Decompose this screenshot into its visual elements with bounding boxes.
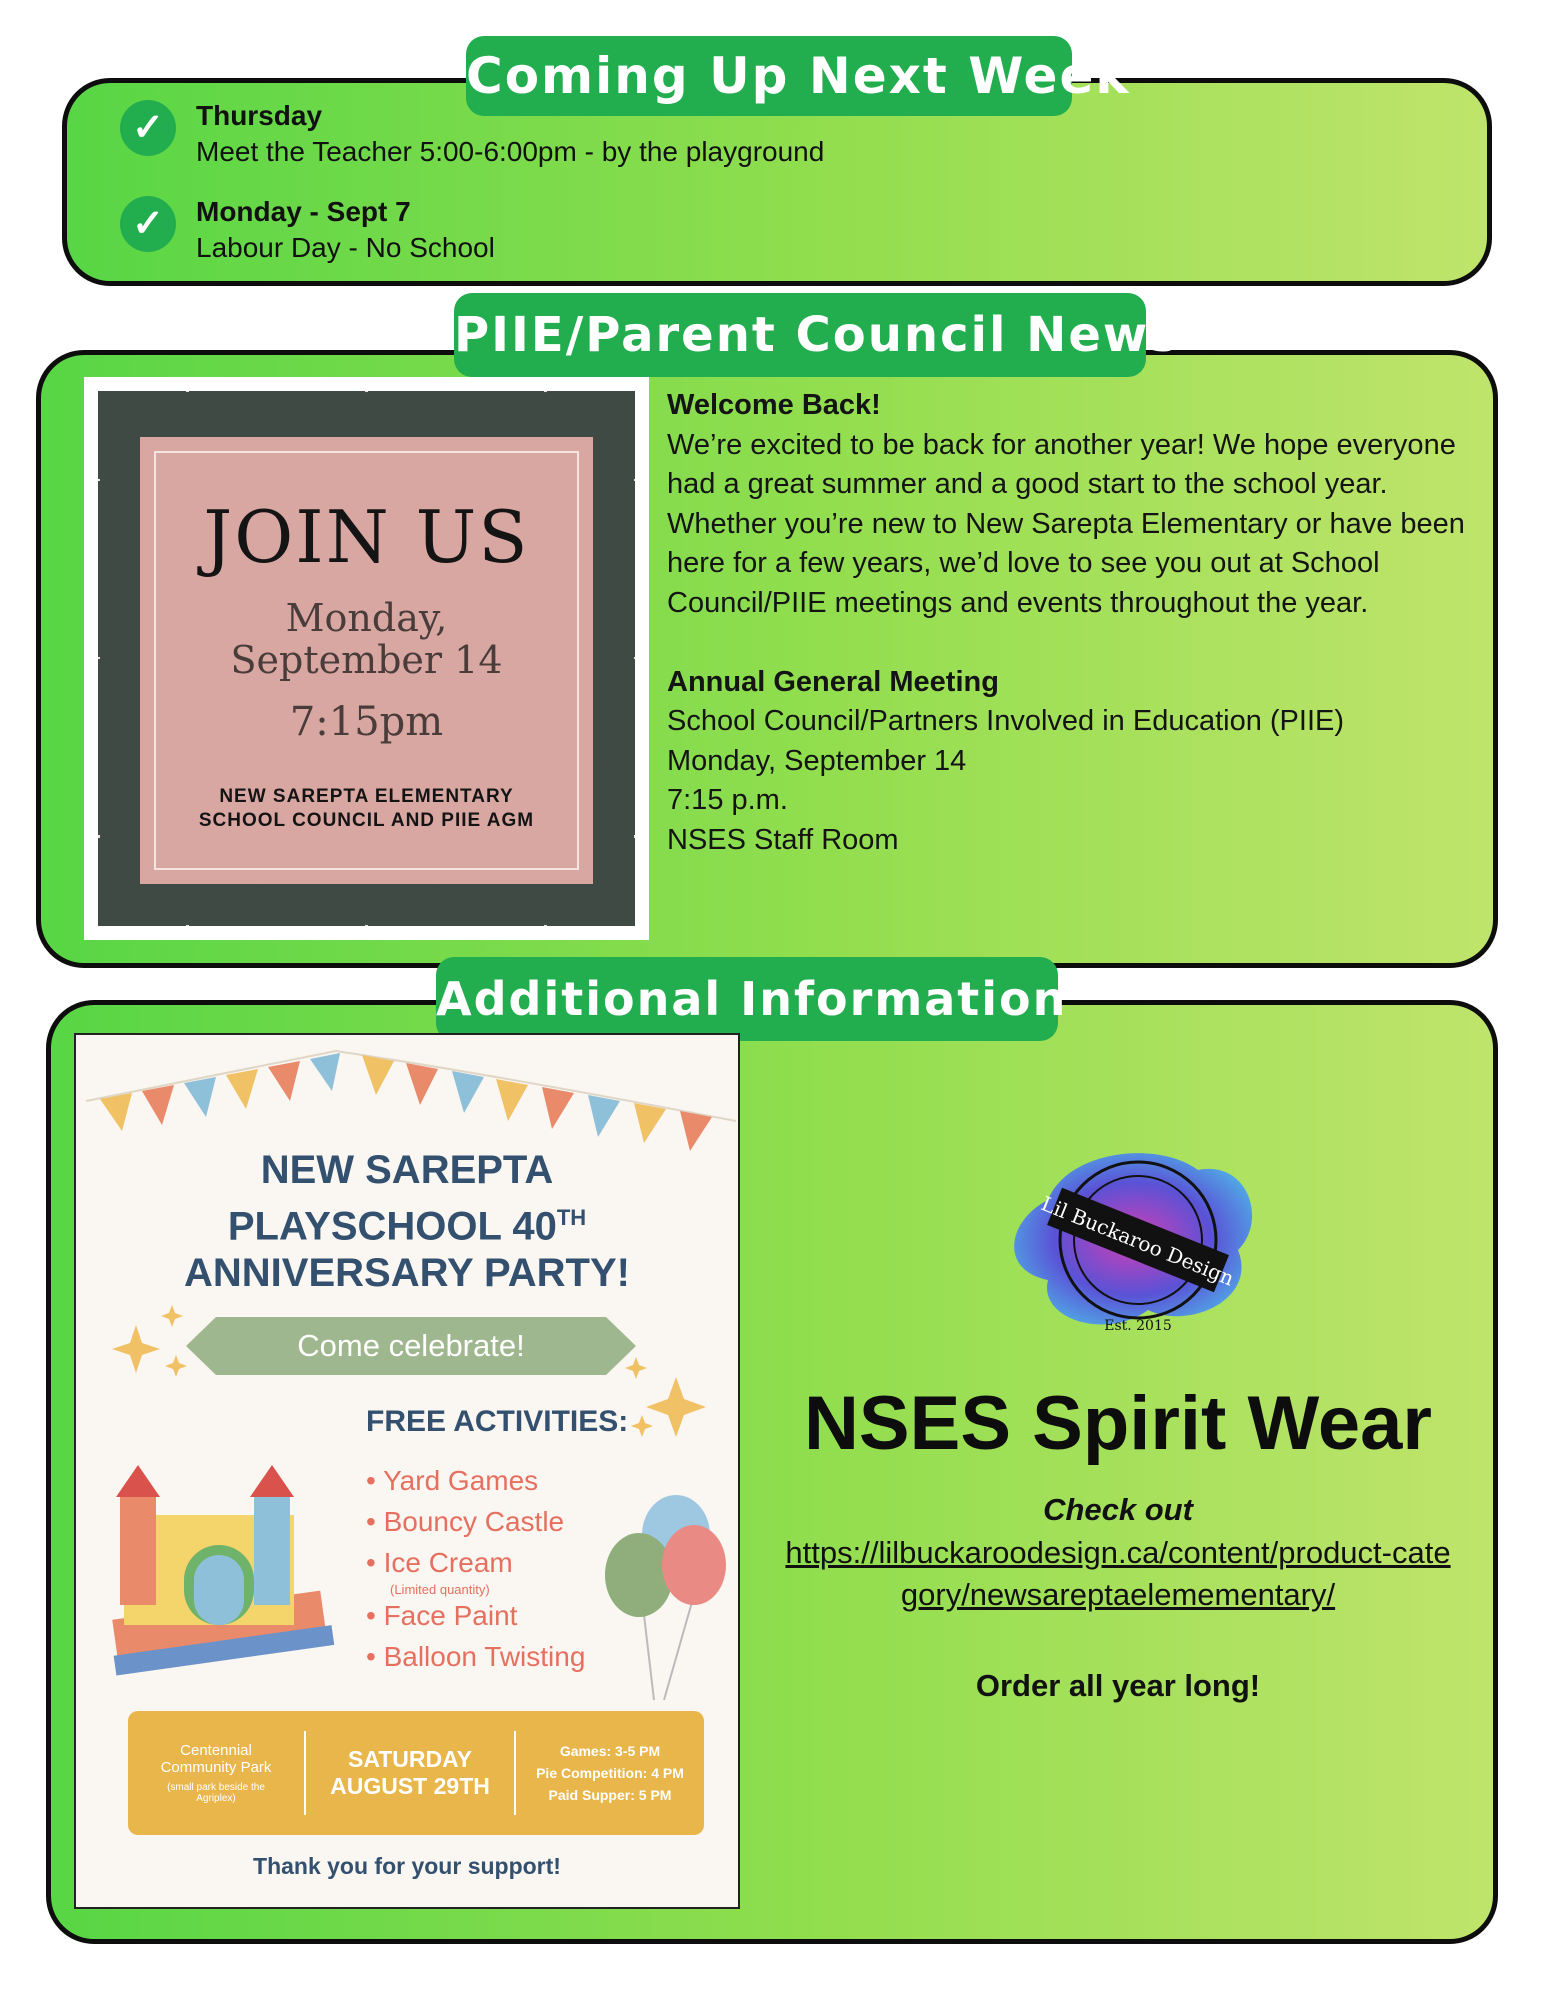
party-date: SATURDAY AUGUST 29TH xyxy=(330,1746,490,1799)
balloons-icon xyxy=(594,1485,734,1705)
activity-item: • Ice Cream xyxy=(366,1547,513,1578)
welcome-text: We’re excited to be back for another year! We hope everyone had a great summer and a good start to the school year. Whether you’re new to New Sarepta Elementary or have been here for a few years, we’d love to see you out at School Council/PIIE meetings and events throughout the year. xyxy=(667,428,1465,619)
coming-up-banner: Coming Up Next Week xyxy=(466,36,1072,116)
agm-line: 7:15 p.m. xyxy=(667,784,788,816)
check-out-label: Check out xyxy=(1043,1492,1193,1527)
party-flyer xyxy=(74,1033,740,1909)
council-banner: PIIE/Parent Council News xyxy=(454,293,1146,377)
agm-line: School Council/Partners Involved in Education (PIIE) xyxy=(667,705,1345,737)
activity-item: • Face Paint xyxy=(366,1600,518,1631)
spirit-wear-link[interactable]: https://lilbuckaroodesign.ca/content/product-category/newsareptaelemementary/ xyxy=(785,1535,1451,1612)
flyer-title: JOIN US xyxy=(203,495,530,579)
limited-note: (Limited quantity) xyxy=(390,1582,490,1597)
order-note: Order all year long! xyxy=(975,1668,1261,1703)
free-activities-heading: FREE ACTIVITIES: xyxy=(366,1405,629,1438)
event-description: Labour Day - No School xyxy=(196,232,495,263)
flyer-card xyxy=(140,437,593,884)
bunting-decoration xyxy=(76,1035,740,1155)
welcome-heading: Welcome Back! xyxy=(667,389,881,421)
council-news-text xyxy=(667,386,1477,860)
activity-item: • Bouncy Castle xyxy=(366,1506,565,1537)
event-title: Thursday xyxy=(196,100,323,131)
party-schedule: Games: 3-5 PM Pie Competition: 4 PM Paid Supper: 5 PM xyxy=(536,1743,684,1803)
thank-you-text: Thank you for your support! xyxy=(253,1853,561,1879)
party-title: NEW SAREPTA PLAYSCHOOL 40TH ANNIVERSARY PARTY! xyxy=(184,1148,630,1296)
agm-line: NSES Staff Room xyxy=(667,823,899,856)
svg-text:Lil Buckaroo Design: Lil Buckaroo Design xyxy=(1037,1191,1238,1291)
check-icon: ✓ xyxy=(120,100,176,156)
activity-item: • Yard Games xyxy=(366,1465,539,1496)
bouncy-castle-icon xyxy=(94,1445,354,1705)
activities-list xyxy=(366,1465,585,1682)
flyer-time: 7:15pm xyxy=(289,699,444,745)
additional-banner: Additional Information xyxy=(436,957,1058,1041)
check-icon: ✓ xyxy=(120,196,176,252)
activity-item: • Balloon Twisting xyxy=(366,1641,586,1672)
flyer-organization: NEW SAREPTA ELEMENTARY SCHOOL COUNCIL AND PIIE AGM xyxy=(198,786,535,831)
event-description: Meet the Teacher 5:00-6:00pm - by the playground xyxy=(196,136,825,167)
agm-line: Monday, September 14 xyxy=(667,744,967,777)
come-celebrate-ribbon: Come celebrate! xyxy=(216,1317,606,1375)
agm-heading: Annual General Meeting xyxy=(667,665,999,698)
event-title: Monday - Sept 7 xyxy=(196,196,411,227)
party-location: Centennial Community Park (small park beside the Agriplex) xyxy=(160,1742,272,1804)
lil-buckaroo-logo xyxy=(748,1130,1488,1360)
spirit-wear-title: NSES Spirit Wear xyxy=(804,1381,1432,1466)
agm-flyer xyxy=(84,377,649,940)
event-details-bar xyxy=(128,1711,704,1835)
svg-text:Est. 2015: Est. 2015 xyxy=(1104,1318,1172,1334)
flyer-date: Monday, September 14 xyxy=(230,596,503,682)
